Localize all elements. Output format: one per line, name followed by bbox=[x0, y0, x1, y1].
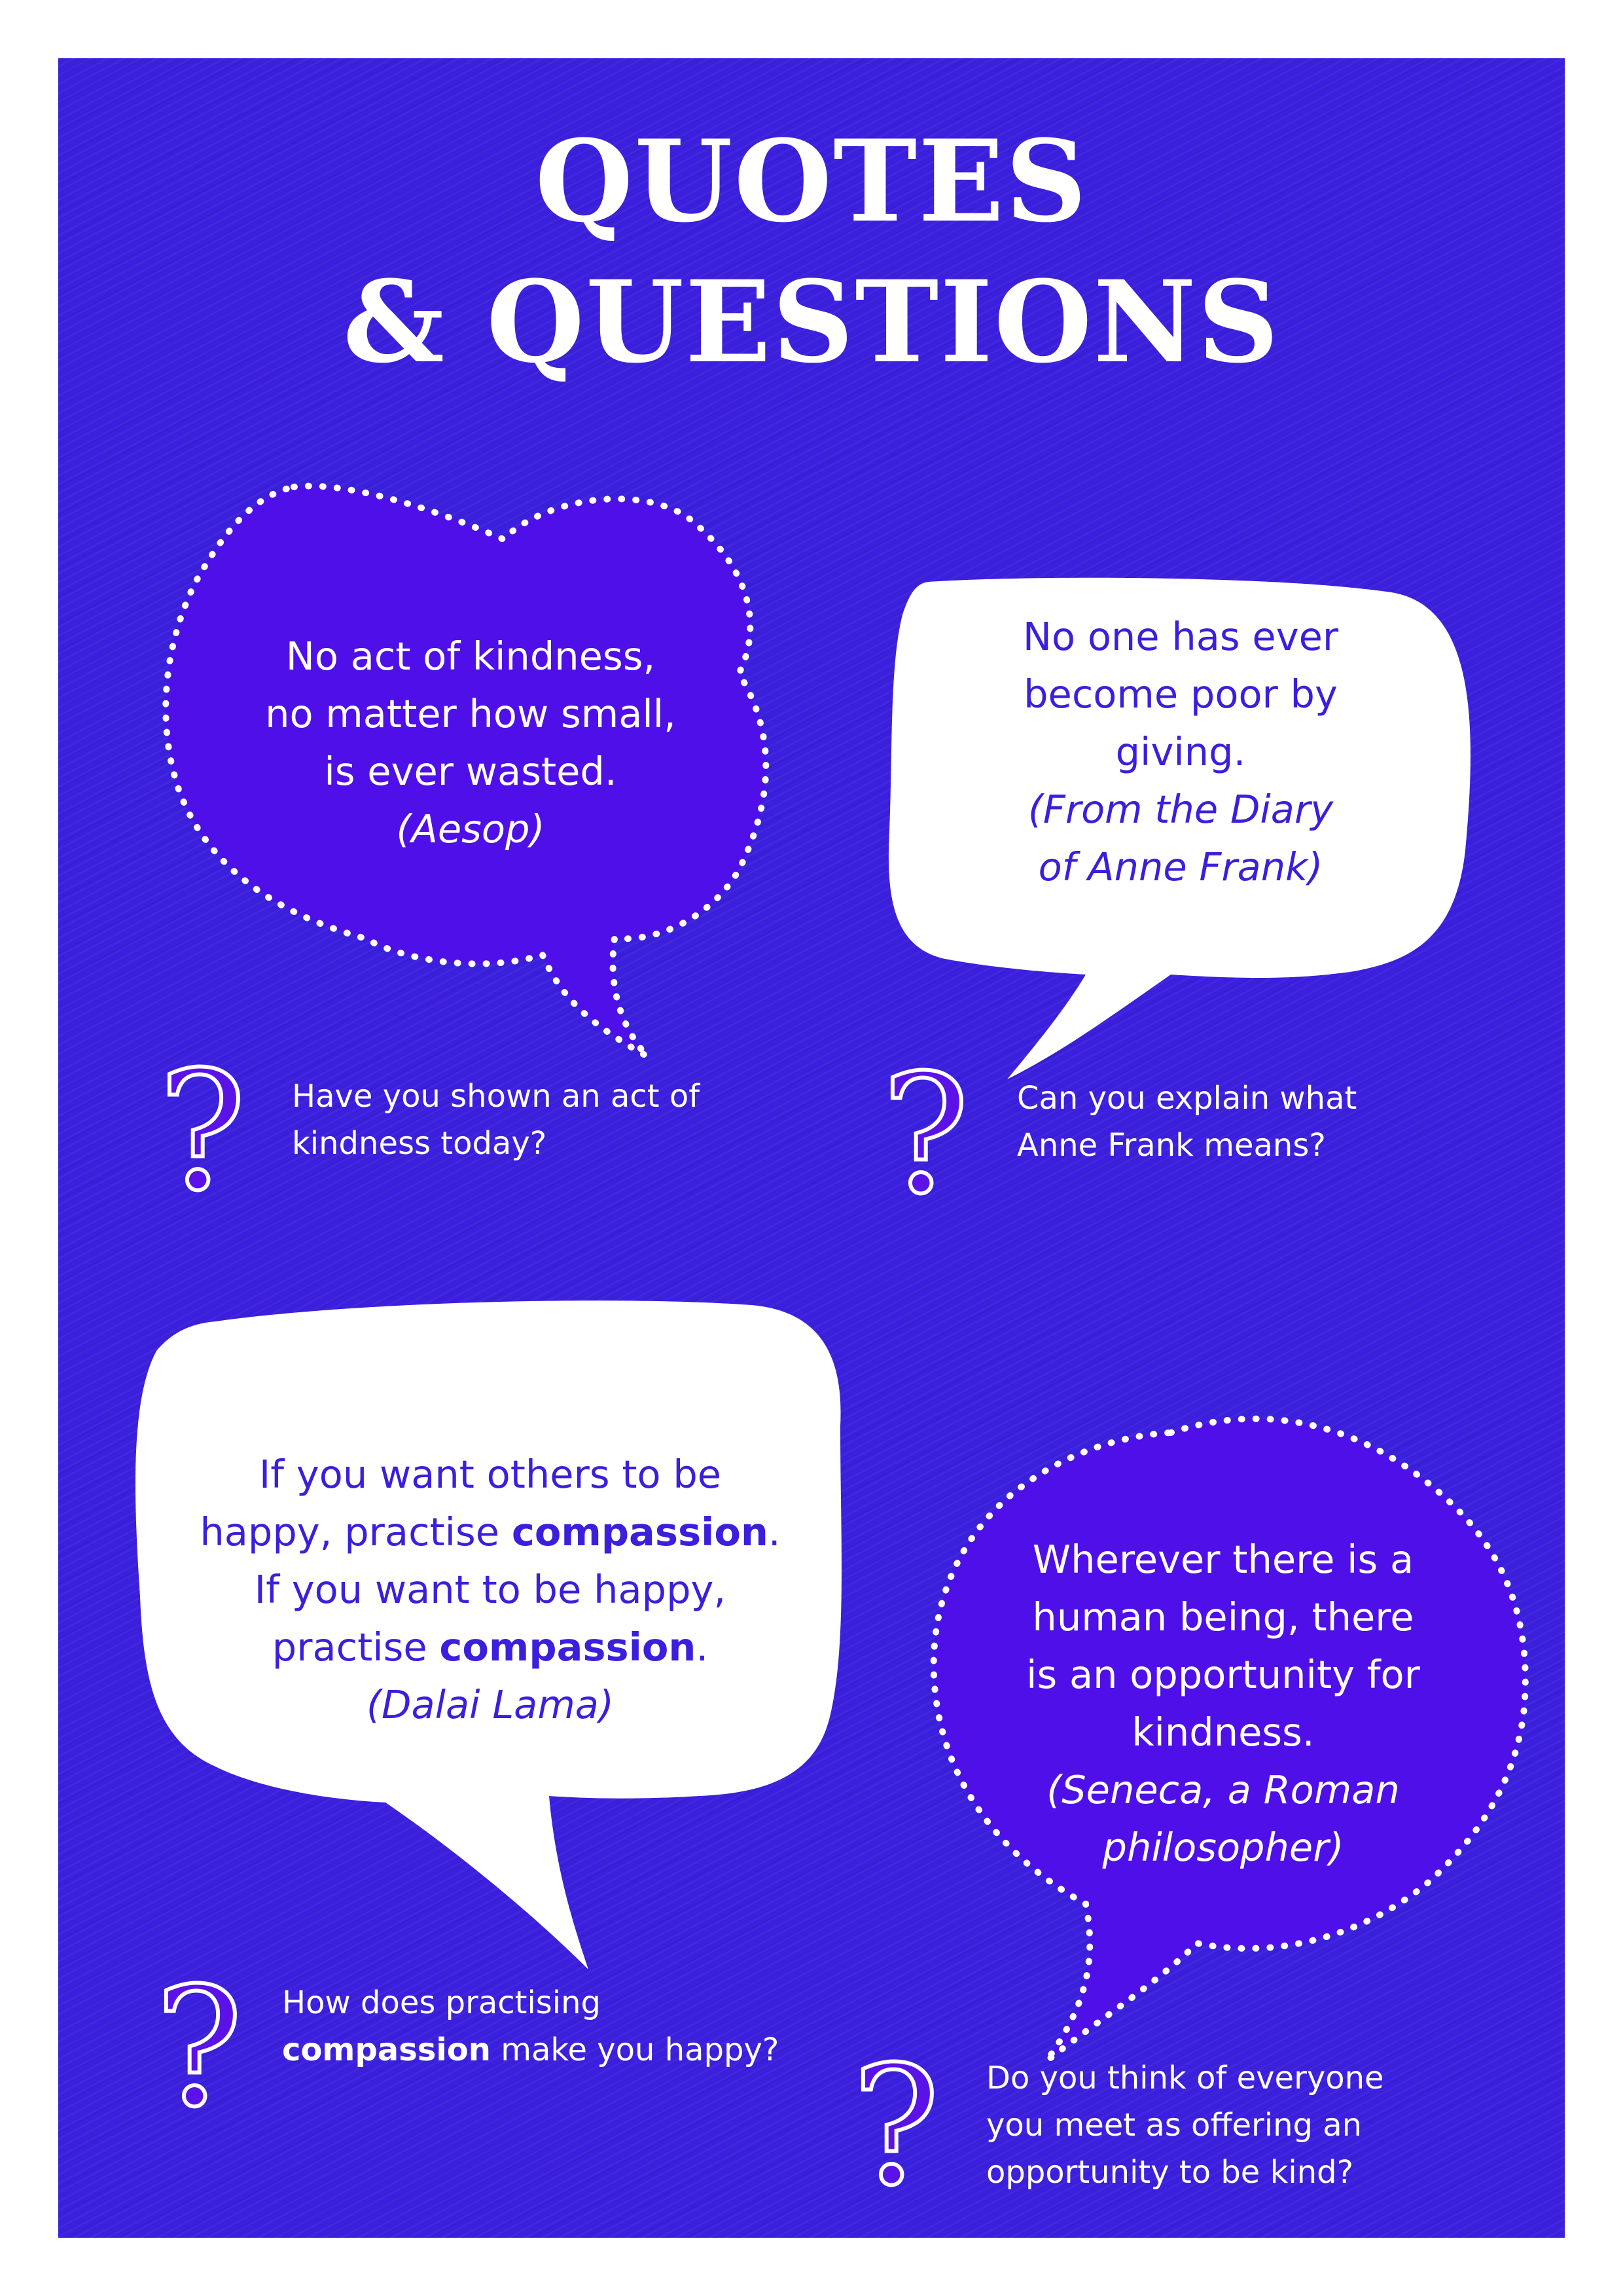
quote-aesop-author: (Aesop) bbox=[396, 806, 545, 852]
quote-dalai-lama-line-1: If you want others to be bbox=[259, 1452, 722, 1497]
quote-anne-frank-author-line-2: of Anne Frank) bbox=[1038, 844, 1323, 889]
quote-dalai-lama-line-3: If you want to be happy, bbox=[254, 1567, 726, 1612]
quote-dalai-lama-line-2-bold: compassion bbox=[511, 1509, 768, 1554]
quote-dalai-lama-line-4 bbox=[163, 1619, 817, 1676]
quote-aesop-line-3: is ever wasted. bbox=[324, 749, 617, 794]
quote-anne-frank-line-1: No one has ever bbox=[1022, 614, 1339, 659]
question-dalai-lama-line-2-bold: compassion bbox=[282, 2032, 491, 2068]
question-mark-icon: ? bbox=[851, 2031, 940, 2221]
quote-aesop bbox=[248, 628, 693, 858]
quote-anne-frank-line-2: become poor by bbox=[1024, 672, 1338, 717]
question-anne-frank bbox=[1017, 1075, 1475, 1169]
quote-anne-frank bbox=[971, 608, 1390, 896]
quote-dalai-lama-author: (Dalai Lama) bbox=[366, 1682, 614, 1727]
question-dalai-lama-line-2 bbox=[282, 2026, 871, 2073]
question-seneca-line-2: you meet as offering an bbox=[986, 2107, 1363, 2144]
quote-aesop-line-1: No act of kindness, bbox=[285, 634, 656, 679]
question-dalai-lama-line-2-rest: make you happy? bbox=[490, 2032, 779, 2068]
quote-seneca-line-4: kindness. bbox=[1132, 1710, 1315, 1755]
title-line-2: & QUESTIONS bbox=[342, 255, 1280, 388]
quote-anne-frank-line-3: giving. bbox=[1115, 729, 1246, 774]
quote-dalai-lama-line-4-pre: practise bbox=[272, 1624, 440, 1670]
quote-anne-frank-author-line-1: (From the Diary bbox=[1027, 787, 1334, 832]
title-line-1: QUOTES bbox=[535, 115, 1088, 247]
quote-seneca-line-1: Wherever there is a bbox=[1032, 1537, 1414, 1582]
quote-seneca-line-3: is an opportunity for bbox=[1026, 1652, 1420, 1697]
question-mark-icon: ? bbox=[154, 1952, 243, 2143]
question-anne-frank-line-2: Anne Frank means? bbox=[1017, 1127, 1326, 1164]
quote-seneca bbox=[988, 1531, 1459, 1876]
quote-seneca-line-2: human being, there bbox=[1032, 1594, 1414, 1640]
question-dalai-lama bbox=[282, 1979, 871, 2073]
quote-dalai-lama-line-2 bbox=[163, 1503, 817, 1561]
question-mark-icon: ? bbox=[881, 1039, 970, 1230]
question-anne-frank-line-1: Can you explain what bbox=[1017, 1080, 1357, 1117]
quote-aesop-line-2: no matter how small, bbox=[265, 691, 676, 736]
question-mark-icon: ? bbox=[158, 1036, 247, 1227]
quote-dalai-lama-line-4-bold: compassion bbox=[439, 1624, 696, 1670]
quote-dalai-lama-line-2-post: . bbox=[768, 1509, 781, 1554]
question-aesop-line-2: kindness today? bbox=[292, 1125, 547, 1162]
question-aesop bbox=[292, 1073, 763, 1167]
poster bbox=[58, 58, 1565, 2238]
question-dalai-lama-line-1: How does practising bbox=[282, 1984, 601, 2021]
question-seneca bbox=[986, 2054, 1484, 2196]
quote-seneca-author-line-1: (Seneca, a Roman bbox=[1046, 1767, 1400, 1812]
quote-dalai-lama-line-4-post: . bbox=[696, 1624, 709, 1670]
question-aesop-line-1: Have you shown an act of bbox=[292, 1078, 700, 1115]
quote-seneca-author-line-2: philosopher) bbox=[1102, 1825, 1344, 1870]
quote-dalai-lama-line-2-pre: happy, practise bbox=[200, 1509, 512, 1554]
question-seneca-line-1: Do you think of everyone bbox=[986, 2060, 1384, 2096]
quote-dalai-lama bbox=[163, 1446, 817, 1734]
question-seneca-line-3: opportunity to be kind? bbox=[986, 2154, 1354, 2191]
